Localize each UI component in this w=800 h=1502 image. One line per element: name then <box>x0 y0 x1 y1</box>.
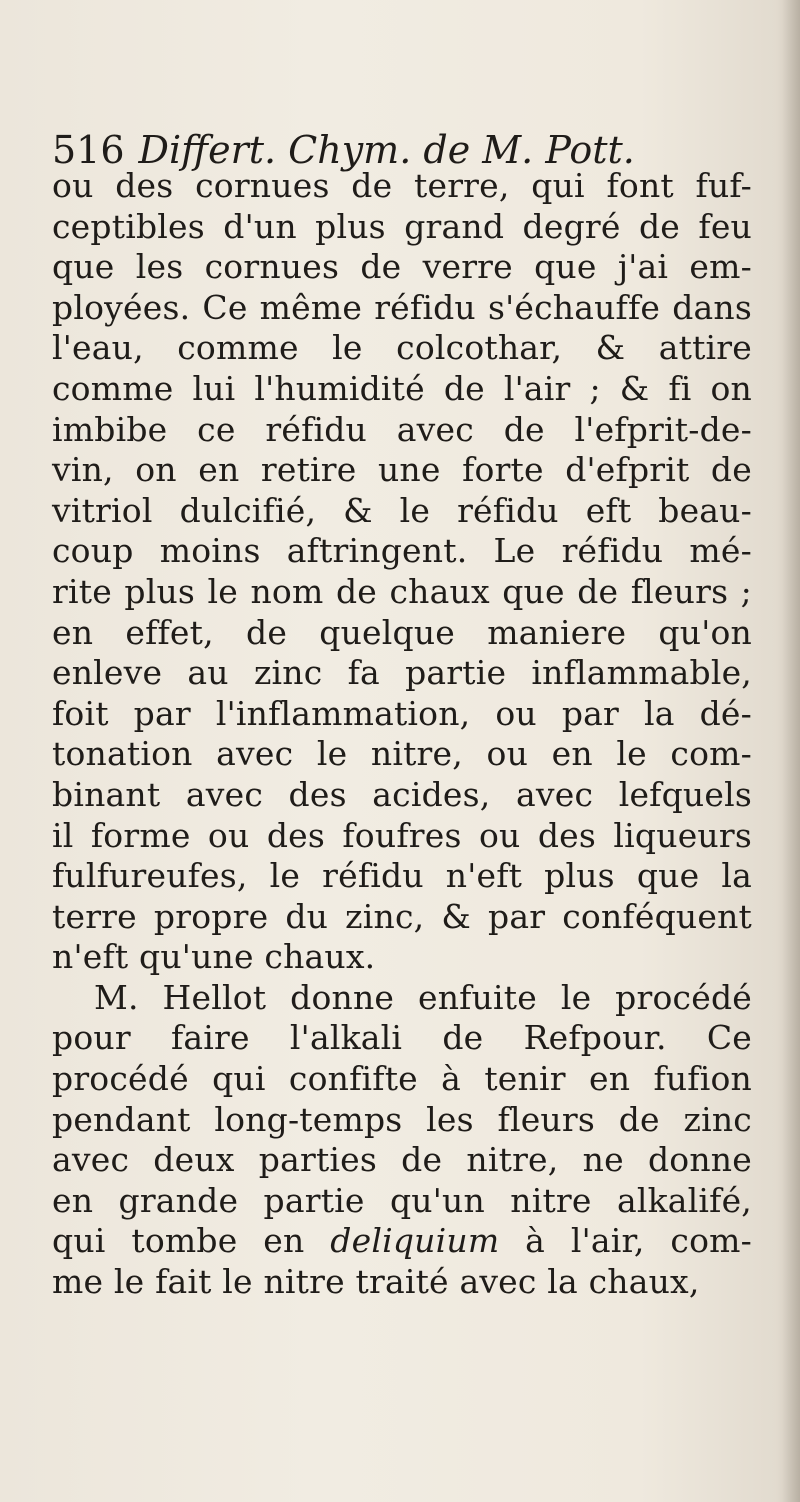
text-line: foit par l'inflammation, ou par la dé- <box>52 693 752 733</box>
text-line: vin, on en retire une forte d'efprit de <box>52 450 752 490</box>
body-text <box>52 166 752 1303</box>
page-number: 516 <box>52 128 125 172</box>
text-line: me le fait le nitre traité avec la chaux, <box>52 1262 700 1302</box>
text-line: comme lui l'humidité de l'air ; & fi on <box>52 368 752 408</box>
text-line: imbibe ce réfidu avec de l'efprit-de- <box>52 409 752 449</box>
text-line: terre propre du zinc, & par conféquent <box>52 896 752 936</box>
text-line: enleve au zinc fa partie inflammable, <box>52 653 752 693</box>
text-line: pour faire l'alkali de Refpour. Ce <box>52 1018 752 1058</box>
text-line: ceptibles d'un plus grand degré de feu <box>52 206 752 246</box>
text-line: tonation avec le nitre, ou en le com- <box>52 734 752 774</box>
page-gutter-shadow <box>782 0 800 1502</box>
text-line: en grande partie qu'un nitre alkalifé, <box>52 1180 752 1220</box>
text-line: vitriol dulcifié, & le réfidu eft beau- <box>52 490 752 530</box>
running-title: Differt. Chym. de M. Pott. <box>138 128 635 172</box>
text-line: fulfureufes, le réfidu n'eft plus que la <box>52 856 752 896</box>
text-line: rite plus le nom de chaux que de fleurs ; <box>52 571 752 611</box>
text-line: n'eft qu'une chaux. <box>52 937 376 977</box>
text-line: pendant long-temps les fleurs de zinc <box>52 1099 752 1139</box>
text-line: M. Hellot donne enfuite le procédé <box>94 977 752 1017</box>
italic-term: deliquium <box>330 1221 500 1261</box>
text-line: l'eau, comme le colcothar, & attire <box>52 328 752 368</box>
text-line: ou des cornues de terre, qui font fuf- <box>52 166 752 205</box>
text-line: procédé qui confifte à tenir en fufion <box>52 1059 752 1099</box>
text-line: binant avec des acides, avec lefquels <box>52 774 752 814</box>
text-line: en effet, de quelque maniere qu'on <box>52 612 752 652</box>
text-line: avec deux parties de nitre, ne donne <box>52 1140 752 1180</box>
text-line: coup moins aftringent. Le réfidu mé- <box>52 531 752 571</box>
text-line: ployées. Ce même réfidu s'échauffe dans <box>52 287 752 327</box>
text-line: il forme ou des foufres ou des liqueurs <box>52 815 752 855</box>
text-line: que les cornues de verre que j'ai em- <box>52 247 752 287</box>
text-line: qui tombe en deliquium à l'air, com- <box>52 1221 753 1261</box>
